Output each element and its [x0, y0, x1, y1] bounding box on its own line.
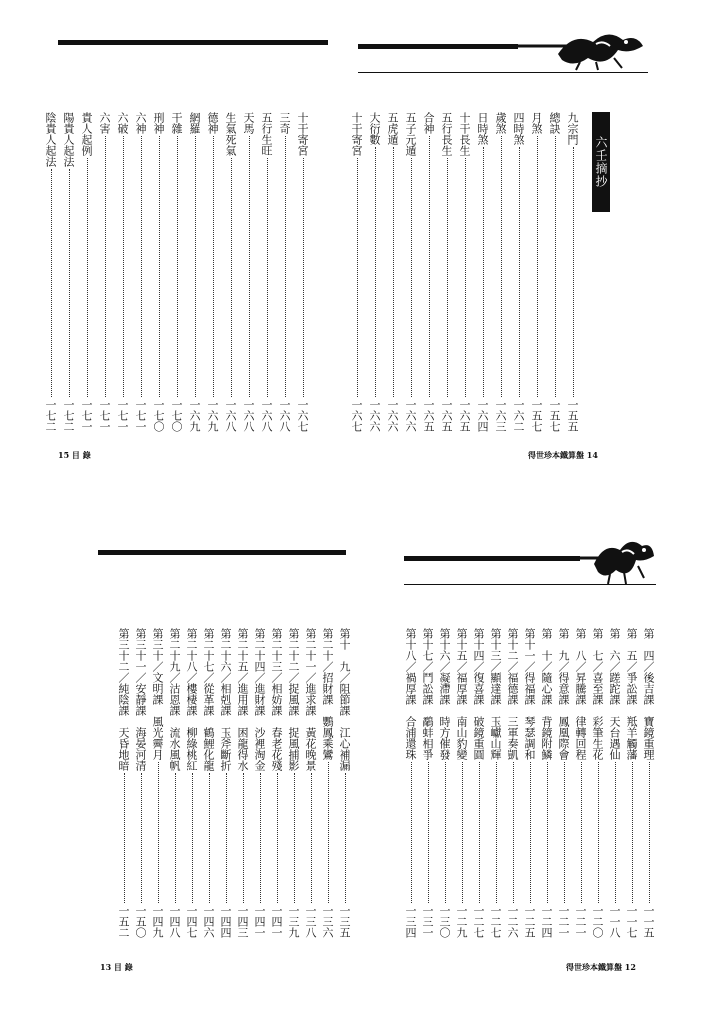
toc-entry[interactable]: 總訣 一五七 — [548, 112, 561, 432]
toc-entry[interactable]: 第十五／福厚課 南山豹變 一二九 — [455, 628, 468, 938]
toc-entry[interactable]: 月煞 一五七 — [530, 112, 543, 432]
toc-entry[interactable]: 生氣死氣 一六八 — [224, 112, 237, 432]
dragon-emblem-icon — [580, 530, 656, 586]
toc-entry[interactable]: 第十七／鬥訟課 鷸蚌相爭 一三一 — [421, 628, 434, 938]
toc-entry[interactable]: 歲煞 一六三 — [494, 112, 507, 432]
toc-entry[interactable]: 第十六／凝滯課 時方催發 一三〇 — [438, 628, 451, 938]
toc-entry[interactable]: 第 五／爭訟課 羝羊觸藩 一一七 — [625, 628, 638, 938]
toc-entry[interactable]: 十干寄宮 一六七 — [296, 112, 309, 432]
toc-entry[interactable]: 第二十／招財課 鸚鳳乘鸞 一三六 — [321, 628, 334, 938]
toc-entry[interactable]: 第三十／文明課 風光霽月 一四九 — [151, 628, 164, 938]
toc-entry[interactable]: 日時煞 一六四 — [476, 112, 489, 432]
toc-entry[interactable]: 第十三／顯達課 玉巘山輝 一二七 — [489, 628, 502, 938]
toc-entry[interactable]: 第二十七／從革課 鶴鯉化龍 一四六 — [202, 628, 215, 938]
toc-entry[interactable]: 天馬 一六八 — [242, 112, 255, 432]
toc-entry[interactable]: 第二十三／相妨課 春老花殘 一四一 — [270, 628, 283, 938]
toc-entry[interactable]: 第三十一／安靜課 海晏河清 一五〇 — [134, 628, 147, 938]
toc-entry[interactable]: 第十四／復喜課 破鏡重圓 一二七 — [472, 628, 485, 938]
toc-entry[interactable]: 五行長生 一六五 — [440, 112, 453, 432]
toc-entry[interactable]: 貴人起例 一七一 — [80, 112, 93, 432]
toc-entry[interactable]: 六神 一七一 — [134, 112, 147, 432]
toc-entry[interactable]: 刑神 一七〇 — [152, 112, 165, 432]
toc-entry[interactable]: 十干寄宮 一六七 — [350, 112, 363, 432]
toc-entry[interactable]: 六破 一七一 — [116, 112, 129, 432]
toc-entry[interactable]: 大衍數 一六六 — [368, 112, 381, 432]
header-rule — [58, 40, 328, 45]
toc-entry[interactable]: 九宗門 一五五 — [566, 112, 579, 432]
toc-entry[interactable]: 五虎遁 一六六 — [386, 112, 399, 432]
toc-entry[interactable]: 五子元遁 一六六 — [404, 112, 417, 432]
toc-entry[interactable]: 第十八／禍厚課 合浦還珠 一三四 — [404, 628, 417, 938]
toc-entry[interactable]: 第二十四／進財課 沙裡淘金 一四一 — [253, 628, 266, 938]
toc-entry[interactable]: 四時煞 一六二 — [512, 112, 525, 432]
toc-entry[interactable]: 六害 一七一 — [98, 112, 111, 432]
toc-entry[interactable]: 合神 一六五 — [422, 112, 435, 432]
toc-entry[interactable]: 陰貴人起法 一七二 — [44, 112, 57, 432]
toc-entry[interactable]: 第 十／隨心課 背鏡附鱗 一二四 — [540, 628, 553, 938]
header-rule — [98, 550, 346, 555]
header-rule — [404, 556, 580, 561]
toc-entry[interactable]: 第十二／福德課 三軍奏凱 一二六 — [506, 628, 519, 938]
toc-entry[interactable]: 第 四／後吉課 寶鏡重理 一一五 — [642, 628, 655, 938]
section-title: 六壬摘抄 — [592, 112, 610, 212]
toc-entry[interactable]: 第十一／得福課 琴瑟調和 一二五 — [523, 628, 536, 938]
toc-entry[interactable]: 五行生旺 一六八 — [260, 112, 273, 432]
toc-entry[interactable]: 干雜 一七〇 — [170, 112, 183, 432]
page-footer: 得世珍本鐵算盤 12 — [566, 962, 636, 972]
page-footer: 得世珍本鐵算盤 14 — [528, 450, 598, 460]
toc-entry[interactable]: 第二十六／相剋課 玉斧斷折 一四四 — [219, 628, 232, 938]
toc-entry[interactable]: 第二十八／樓棲課 柳綠桃紅 一四七 — [185, 628, 198, 938]
toc-entry[interactable]: 陽貴人起法 一七二 — [62, 112, 75, 432]
toc-entry[interactable]: 第三十二／純陰課 天昏地暗 一五二 — [117, 628, 130, 938]
page-footer: 15 目 錄 — [58, 450, 91, 460]
toc-entry[interactable]: 第十 九／阻節課 江心補漏 一三五 — [338, 628, 351, 938]
toc-entry[interactable]: 十干長生 一六五 — [458, 112, 471, 432]
toc-entry[interactable]: 網羅 一六九 — [188, 112, 201, 432]
toc-entry[interactable]: 第 八／昇騰課 律轉回程 一二一 — [574, 628, 587, 938]
toc-entry[interactable]: 第 九／得意課 鳳凰際會 一二一 — [557, 628, 570, 938]
toc-entry[interactable]: 三奇 一六八 — [278, 112, 291, 432]
toc-entry[interactable]: 第二十二／捉風課 捉風捕影 一三九 — [287, 628, 300, 938]
toc-entry[interactable]: 德神 一六九 — [206, 112, 219, 432]
toc-entry[interactable]: 第二十九／沽恩課 流水風帆 一四八 — [168, 628, 181, 938]
header-underline — [358, 72, 648, 73]
dragon-emblem-icon — [518, 24, 648, 72]
toc-entry[interactable]: 第 七／喜至課 彩筆生花 一二〇 — [591, 628, 604, 938]
toc-entry[interactable]: 第二十五／進用課 困龍得水 一四三 — [236, 628, 249, 938]
page-footer: 13 目 錄 — [100, 962, 133, 972]
header-rule — [358, 44, 518, 49]
toc-entry[interactable]: 第 六／蹉跎課 天台遇仙 一一八 — [608, 628, 621, 938]
toc-entry[interactable]: 第二十一／進求課 黃花晚景 一三八 — [304, 628, 317, 938]
header-underline — [404, 584, 656, 585]
